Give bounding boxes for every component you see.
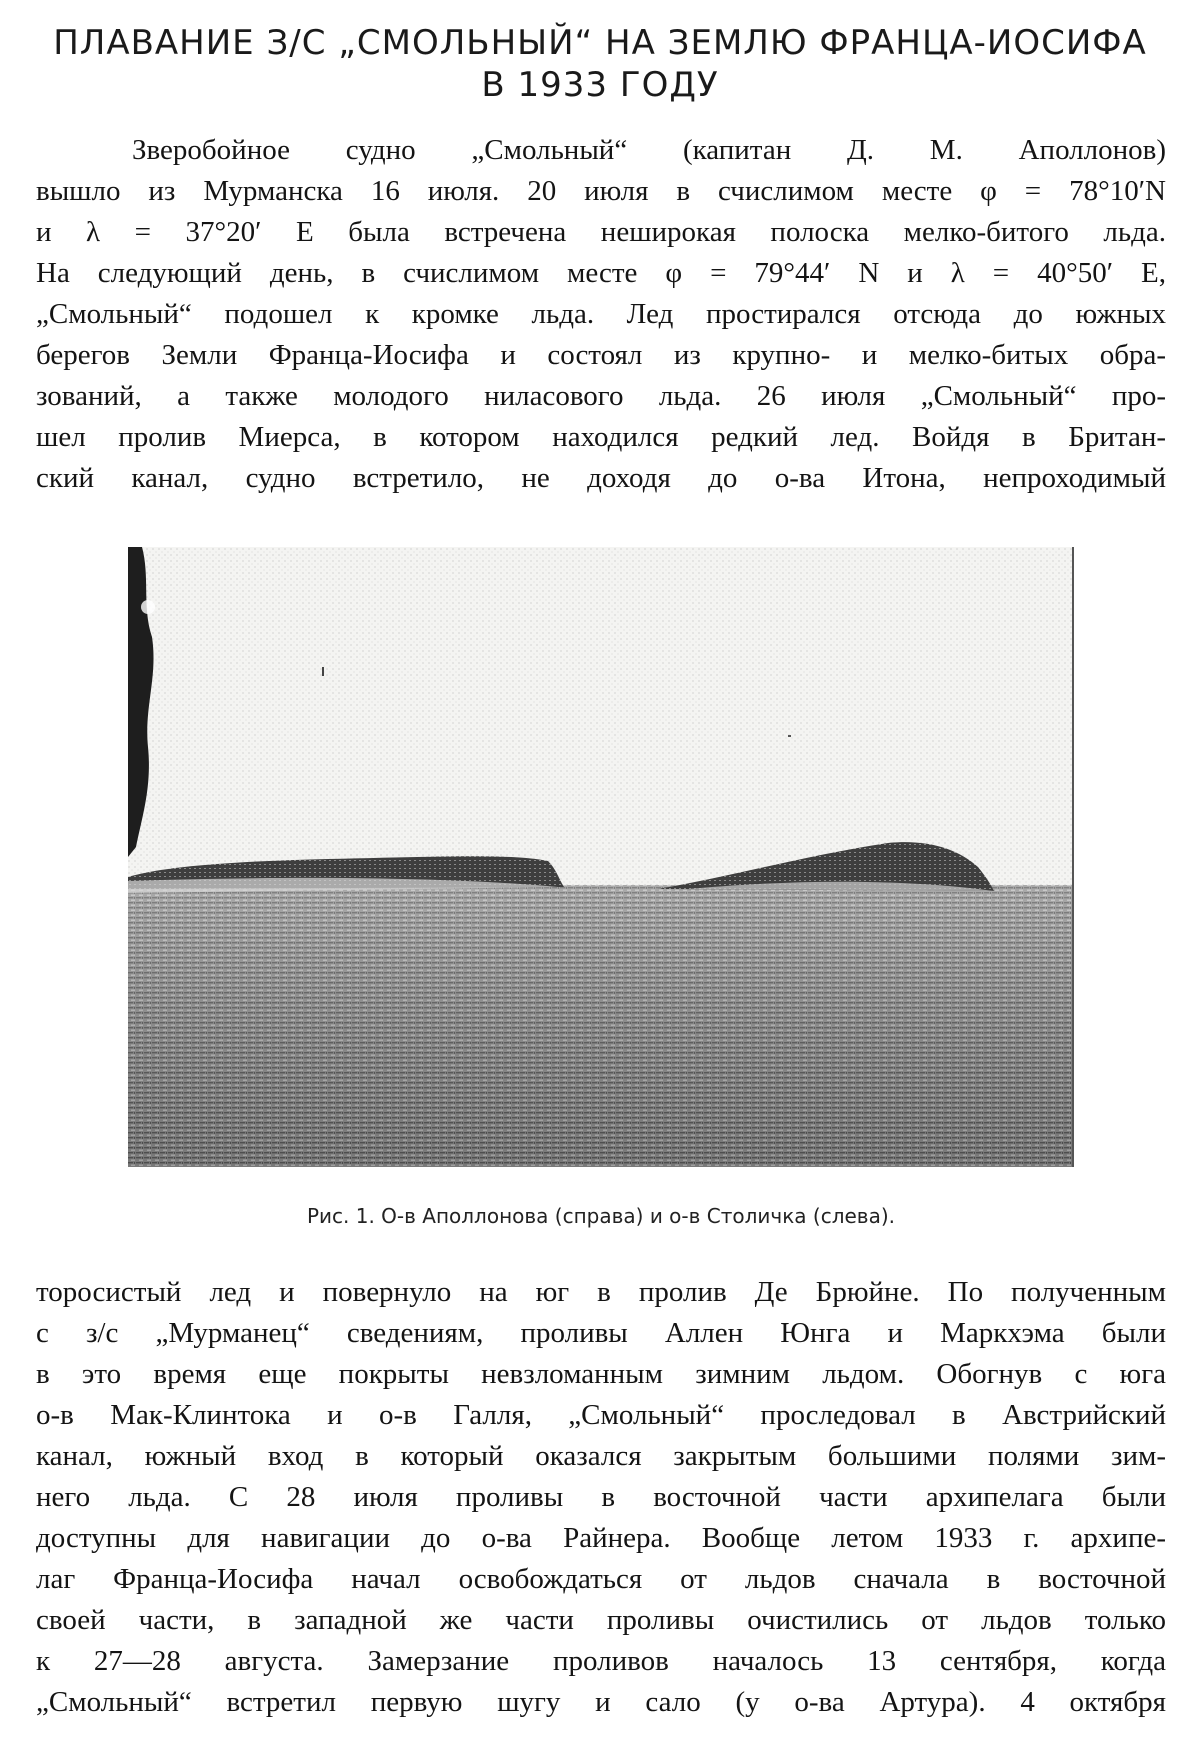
figure-caption: Рис. 1. О-в Аполлонова (справа) и о-в Столичка (слева).: [306, 1204, 896, 1228]
text-line: него льда. С 28 июля проливы в восточной части архипелага были: [36, 1481, 1166, 1513]
text-line: своей части, в западной же части проливы очистились от льдов только: [36, 1604, 1166, 1636]
paragraph-1: [36, 130, 1166, 499]
text-line: На следующий день, в счислимом месте φ = 79°44′ N и λ = 40°50′ E,: [36, 257, 1166, 289]
text-line: берегов Земли Франца-Иосифа и состоял из крупно- и мелко-битых обра-: [36, 339, 1166, 371]
article-title: [30, 22, 1170, 106]
paragraph-2: [36, 1272, 1166, 1723]
text-line: с з/с „Мурманец“ сведениям, проливы Аллен Юнга и Маркхэма были: [36, 1317, 1166, 1349]
text-line: Зверобойное судно „Смольный“ (капитан Д. М. Аполлонов): [132, 134, 1166, 166]
text-line: лаг Франца-Иосифа начал освобождаться от льдов сначала в восточной: [36, 1563, 1166, 1595]
title-line-2: В 1933 ГОДУ: [481, 65, 719, 105]
text-line: к 27—28 августа. Замерзание проливов началось 13 сентября, когда: [36, 1645, 1166, 1677]
text-line: вышло из Мурманска 16 июля. 20 июля в счислимом месте φ = 78°10′N: [36, 175, 1166, 207]
text-line: „Смольный“ встретил первую шугу и сало (у о-ва Артура). 4 октября: [36, 1686, 1166, 1718]
photo-illustration: [128, 547, 1072, 1167]
title-line-1: ПЛАВАНИЕ З/С „СМОЛЬНЫЙ“ НА ЗЕМЛЮ ФРАНЦА-ИОСИФА: [53, 23, 1147, 63]
text-line: о-в Мак-Клинтока и о-в Галля, „Смольный“ проследовал в Австрийский: [36, 1399, 1166, 1431]
text-line: торосистый лед и повернуло на юг в пролив Де Брюйне. По полученным: [36, 1276, 1166, 1308]
text-line: ский канал, судно встретило, не доходя до о-ва Итона, непроходимый: [36, 462, 1166, 494]
text-line: зований, а также молодого ниласового льда. 26 июля „Смольный“ про-: [36, 380, 1166, 412]
text-line: „Смольный“ подошел к кромке льда. Лед простирался отсюда до южных: [36, 298, 1166, 330]
text-line: в это время еще покрыты невзломанным зимним льдом. Обогнув с юга: [36, 1358, 1166, 1390]
text-line: и λ = 37°20′ E была встречена неширокая полоска мелко-битого льда.: [36, 216, 1166, 248]
figure-photo-islands: [128, 547, 1074, 1167]
text-line: шел пролив Миерса, в котором находился редкий лед. Войдя в Британ-: [36, 421, 1166, 453]
text-line: канал, южный вход в который оказался закрытым большими полями зим-: [36, 1440, 1166, 1472]
text-line: доступны для навигации до о-ва Райнера. Вообще летом 1933 г. архипе-: [36, 1522, 1166, 1554]
sky: [128, 547, 1072, 887]
